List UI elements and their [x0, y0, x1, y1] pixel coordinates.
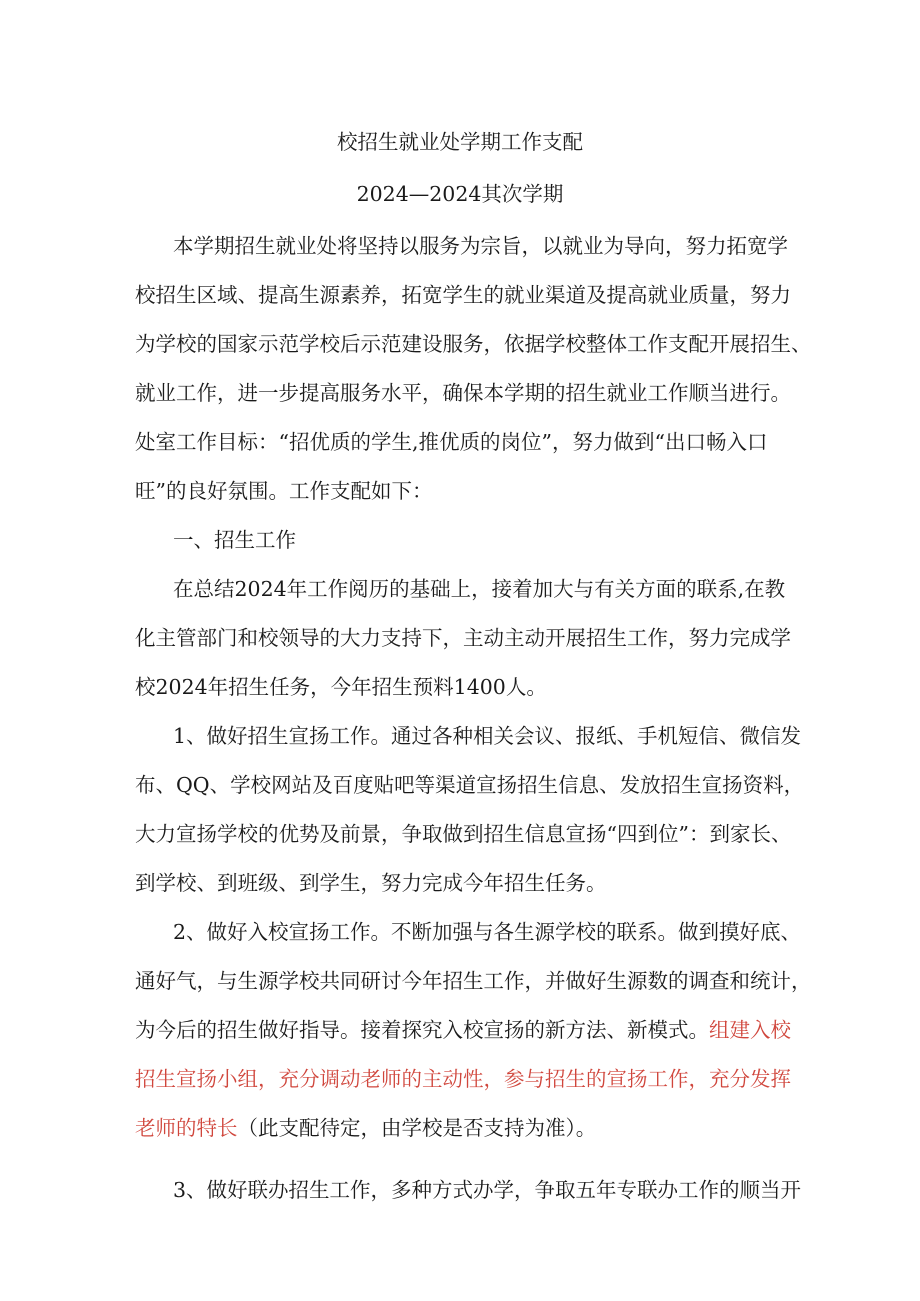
document-title: 校招生就业处学期工作支配: [337, 130, 583, 154]
paragraph-line: 通好气，与生源学校共同研讨今年招生工作，并做好生源数的调查和统计，: [135, 969, 812, 993]
paragraph-line: [135, 1016, 795, 1044]
paragraph-line: 在总结2024年工作阅历的基础上，接着加大与有关方面的联系,在教: [173, 577, 786, 601]
paragraph-line: 2、做好入校宣扬工作。不断加强与各生源学校的联系。做到摸好底、: [173, 920, 802, 944]
paragraph-line: [135, 1114, 795, 1142]
highlighted-text: 组建入校: [709, 1018, 791, 1042]
paragraph-line: 化主管部门和校领导的大力支持下，主动主动开展招生工作，努力完成学: [135, 626, 791, 650]
paragraph-line: 旺”的良好氛围。工作支配如下：: [135, 479, 433, 503]
paragraph-line: 大力宣扬学校的优势及前景，争取做到招生信息宣扬“四到位”：到家长、: [135, 822, 792, 846]
paragraph-text: 为今后的招生做好指导。接着探究入校宣扬的新方法、新模式。: [135, 1018, 709, 1042]
paragraph-line: 布、QQ、学校网站及百度贴吧等渠道宣扬招生信息、发放招生宣扬资料，: [135, 773, 805, 797]
paragraph-line: 就业工作，进一步提高服务水平，确保本学期的招生就业工作顺当进行。: [135, 381, 791, 405]
document-subtitle: 2024—2024其次学期: [356, 182, 564, 206]
paragraph-line: 处室工作目标：“招优质的学生,推优质的岗位”，努力做到“出口畅入口: [135, 430, 768, 454]
highlighted-text: 老师的特长: [135, 1116, 238, 1140]
paragraph-line: 到学校、到班级、到学生，努力完成今年招生任务。: [135, 871, 607, 895]
highlighted-line: 招生宣扬小组，充分调动老师的主动性，参与招生的宣扬工作，充分发挥: [135, 1067, 791, 1091]
paragraph-line: 本学期招生就业处将坚持以服务为宗旨，以就业为导向，努力拓宽学: [173, 234, 788, 258]
paragraph-line: 为学校的国家示范学校后示范建设服务，依据学校整体工作支配开展招生、: [135, 332, 812, 356]
paragraph-line: 1、做好招生宣扬工作。通过各种相关会议、报纸、手机短信、微信发: [173, 724, 802, 748]
paragraph-line: 3、做好联办招生工作，多种方式办学，争取五年专联办工作的顺当开: [173, 1178, 802, 1202]
paragraph-line: 校招生区域、提高生源素养，拓宽学生的就业渠道及提高就业质量，努力: [135, 283, 791, 307]
section-heading: 一、招生工作: [173, 528, 296, 552]
paragraph-line: 校2024年招生任务，今年招生预料1400人。: [135, 675, 547, 699]
paragraph-text: （此支配待定，由学校是否支持为准）。: [237, 1116, 597, 1140]
